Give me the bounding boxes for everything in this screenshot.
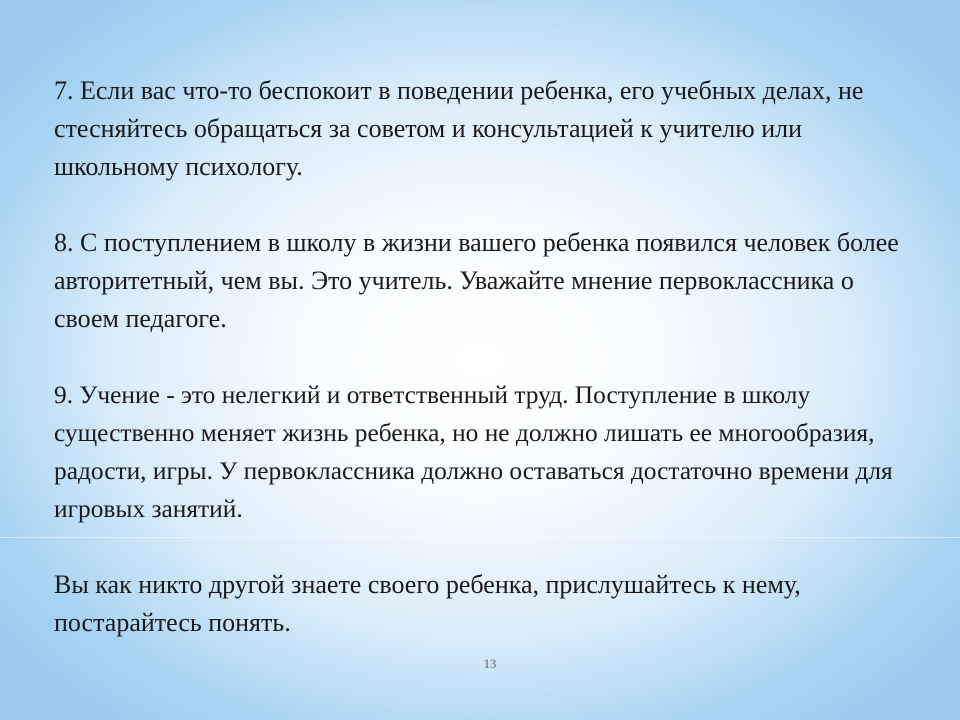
paragraph-conclusion: Вы как никто другой знаете своего ребенка, прислушайтесь к нему, постарайтесь понять. [54, 570, 801, 637]
paragraph-8: 8. С поступлением в школу в жизни вашего ребенка появился человек более авторитетный, чем вы. Это учитель. Уважайте мнение первоклассника о своем педагоге. [54, 228, 899, 333]
page-number: 13 [483, 656, 497, 671]
paragraph-9: 9. Учение - это нелегкий и ответственный труд. Поступление в школу существенно меняет жизнь ребенка, но не должно лишать ее многообразия, радости, игры. У первоклассника должно оставаться достаточно времени для игровых занятий. [54, 381, 893, 523]
paragraph-7: 7. Если вас что-то беспокоит в поведении ребенка, его учебных делах, не стесняйтесь обращаться за советом и консультацией к учителю или школьному психологу. [54, 76, 864, 181]
slide-content [54, 72, 914, 642]
